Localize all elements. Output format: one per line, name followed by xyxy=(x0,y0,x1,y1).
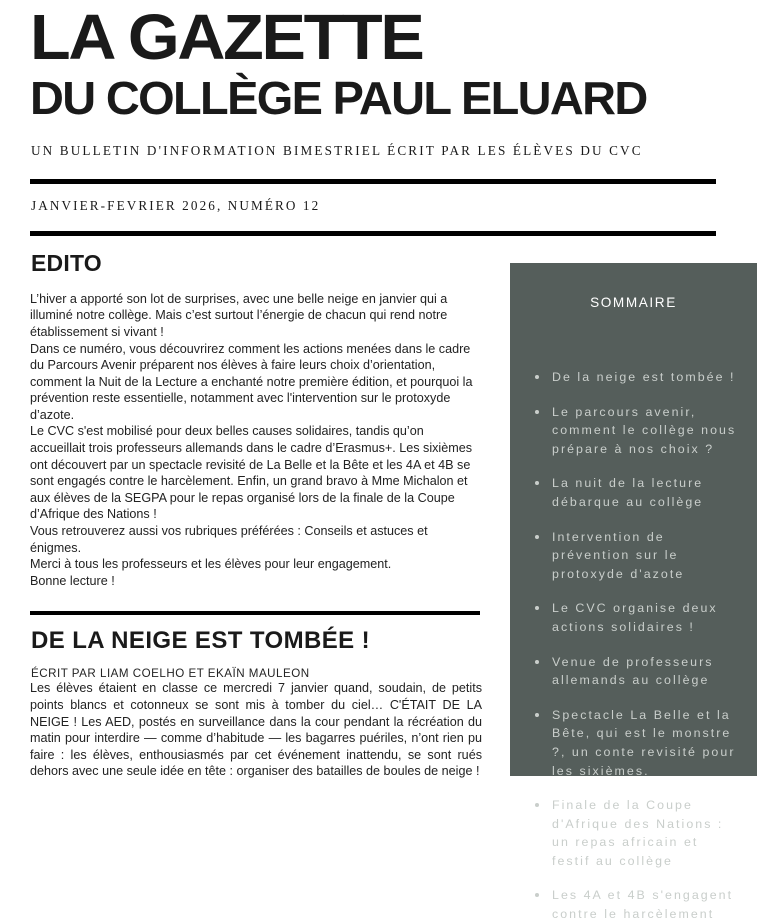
divider-below-issue-line xyxy=(30,231,716,236)
sommaire-list xyxy=(526,368,741,924)
article-heading: DE LA NEIGE EST TOMBÉE ! xyxy=(31,627,370,655)
article-byline: ÉCRIT PAR LIAM COELHO ET EKAÏN MAULEON xyxy=(31,667,310,681)
article-body: Les élèves étaient en classe ce mercredi 7 janvier quand, soudain, de petits points blancs et cotonneux se sont mis à tomber du ciel… C'ÉTAIT DE LA NEIGE ! Les AED, postés en surveillance dans la cour pendant la récréation du matin pour interdire — comme d’habitude — les bagarres puériles, n’ont rien pu faire : les élèves, enthousiasmés par cet événement inattendu, se sont rués dehors avec une seule idée en tête : organiser des batailles de boules de neige ! xyxy=(30,681,482,779)
sommaire-item[interactable]: La nuit de la lecture débarque au collège xyxy=(532,474,741,511)
issue-date-line: JANVIER-FEVRIER 2026, NUMÉRO 12 xyxy=(31,197,321,213)
sommaire-title: SOMMAIRE xyxy=(590,295,677,310)
divider-above-issue-line xyxy=(30,179,716,184)
left-column xyxy=(30,250,482,780)
divider-above-article xyxy=(30,611,480,615)
sommaire-item[interactable]: Intervention de prévention sur le protoxyde d'azote xyxy=(532,528,741,584)
masthead-title-line1: LA GAZETTE xyxy=(30,1,423,73)
edito-body xyxy=(30,291,482,590)
sommaire-item[interactable]: Le CVC organise deux actions solidaires ! xyxy=(532,599,741,636)
edito-paragraph: Merci à tous les professeurs et les élèves pour leur engagement. xyxy=(30,557,392,572)
masthead xyxy=(30,0,746,159)
sommaire-item[interactable]: Les 4A et 4B s'engagent contre le harcèlement xyxy=(532,886,741,923)
edito-paragraph: Dans ce numéro, vous découvrirez comment les actions menées dans le cadre du Parcours Avenir préparent nos élèves à faire leurs choix d’orientation, comment la Nuit de la Lecture a enchanté notre première édition, et pourquoi la prévention reste essentielle, notamment avec l'intervention sur le protoxyde d’azote. xyxy=(30,341,473,422)
edito-paragraph: Vous retrouverez aussi vos rubriques préférées : Conseils et astuces et énigmes. xyxy=(30,524,428,555)
sommaire-sidebar xyxy=(510,263,757,922)
edito-heading: EDITO xyxy=(31,249,102,276)
edito-paragraph: Bonne lecture ! xyxy=(30,573,115,588)
sommaire-item[interactable]: Finale de la Coupe d'Afrique des Nations : un repas africain et festif au collège xyxy=(532,796,741,870)
sommaire-item[interactable]: Le parcours avenir, comment le collège nous prépare à nos choix ? xyxy=(532,403,741,459)
masthead-title-line2: DU COLLÈGE PAUL ELUARD xyxy=(30,71,647,124)
sommaire-item[interactable]: Spectacle La Belle et la Bête, qui est le monstre ?, un conte revisité pour les sixièmes. xyxy=(532,706,741,780)
edito-paragraph: Le CVC s'est mobilisé pour deux belles causes solidaires, tandis qu’on accueillait trois professeurs allemands dans le cadre d’Erasmus+. Les sixièmes ont découvert par un spectacle revisité de La Belle et la Bête et les 4A et 4B se sont engagés contre le harcèlement. Enfin, un grand bravo à Mme Michalon et aux élèves de la SEGPA pour le repas organisé lors de la finale de la Coupe d’Afrique des Nations ! xyxy=(30,424,473,522)
sommaire-item[interactable]: De la neige est tombée ! xyxy=(532,368,741,387)
edito-paragraph: L’hiver a apporté son lot de surprises, avec une belle neige en janvier qui a illuminé notre collège. Mais c’est surtout l’énergie de chacun qui rend notre établissement si vivant ! xyxy=(30,291,448,339)
sommaire-item[interactable]: Venue de professeurs allemands au collège xyxy=(532,653,741,690)
masthead-tagline: UN BULLETIN D'INFORMATION BIMESTRIEL ÉCRIT PAR LES ÉLÈVES DU CVC xyxy=(31,142,643,158)
